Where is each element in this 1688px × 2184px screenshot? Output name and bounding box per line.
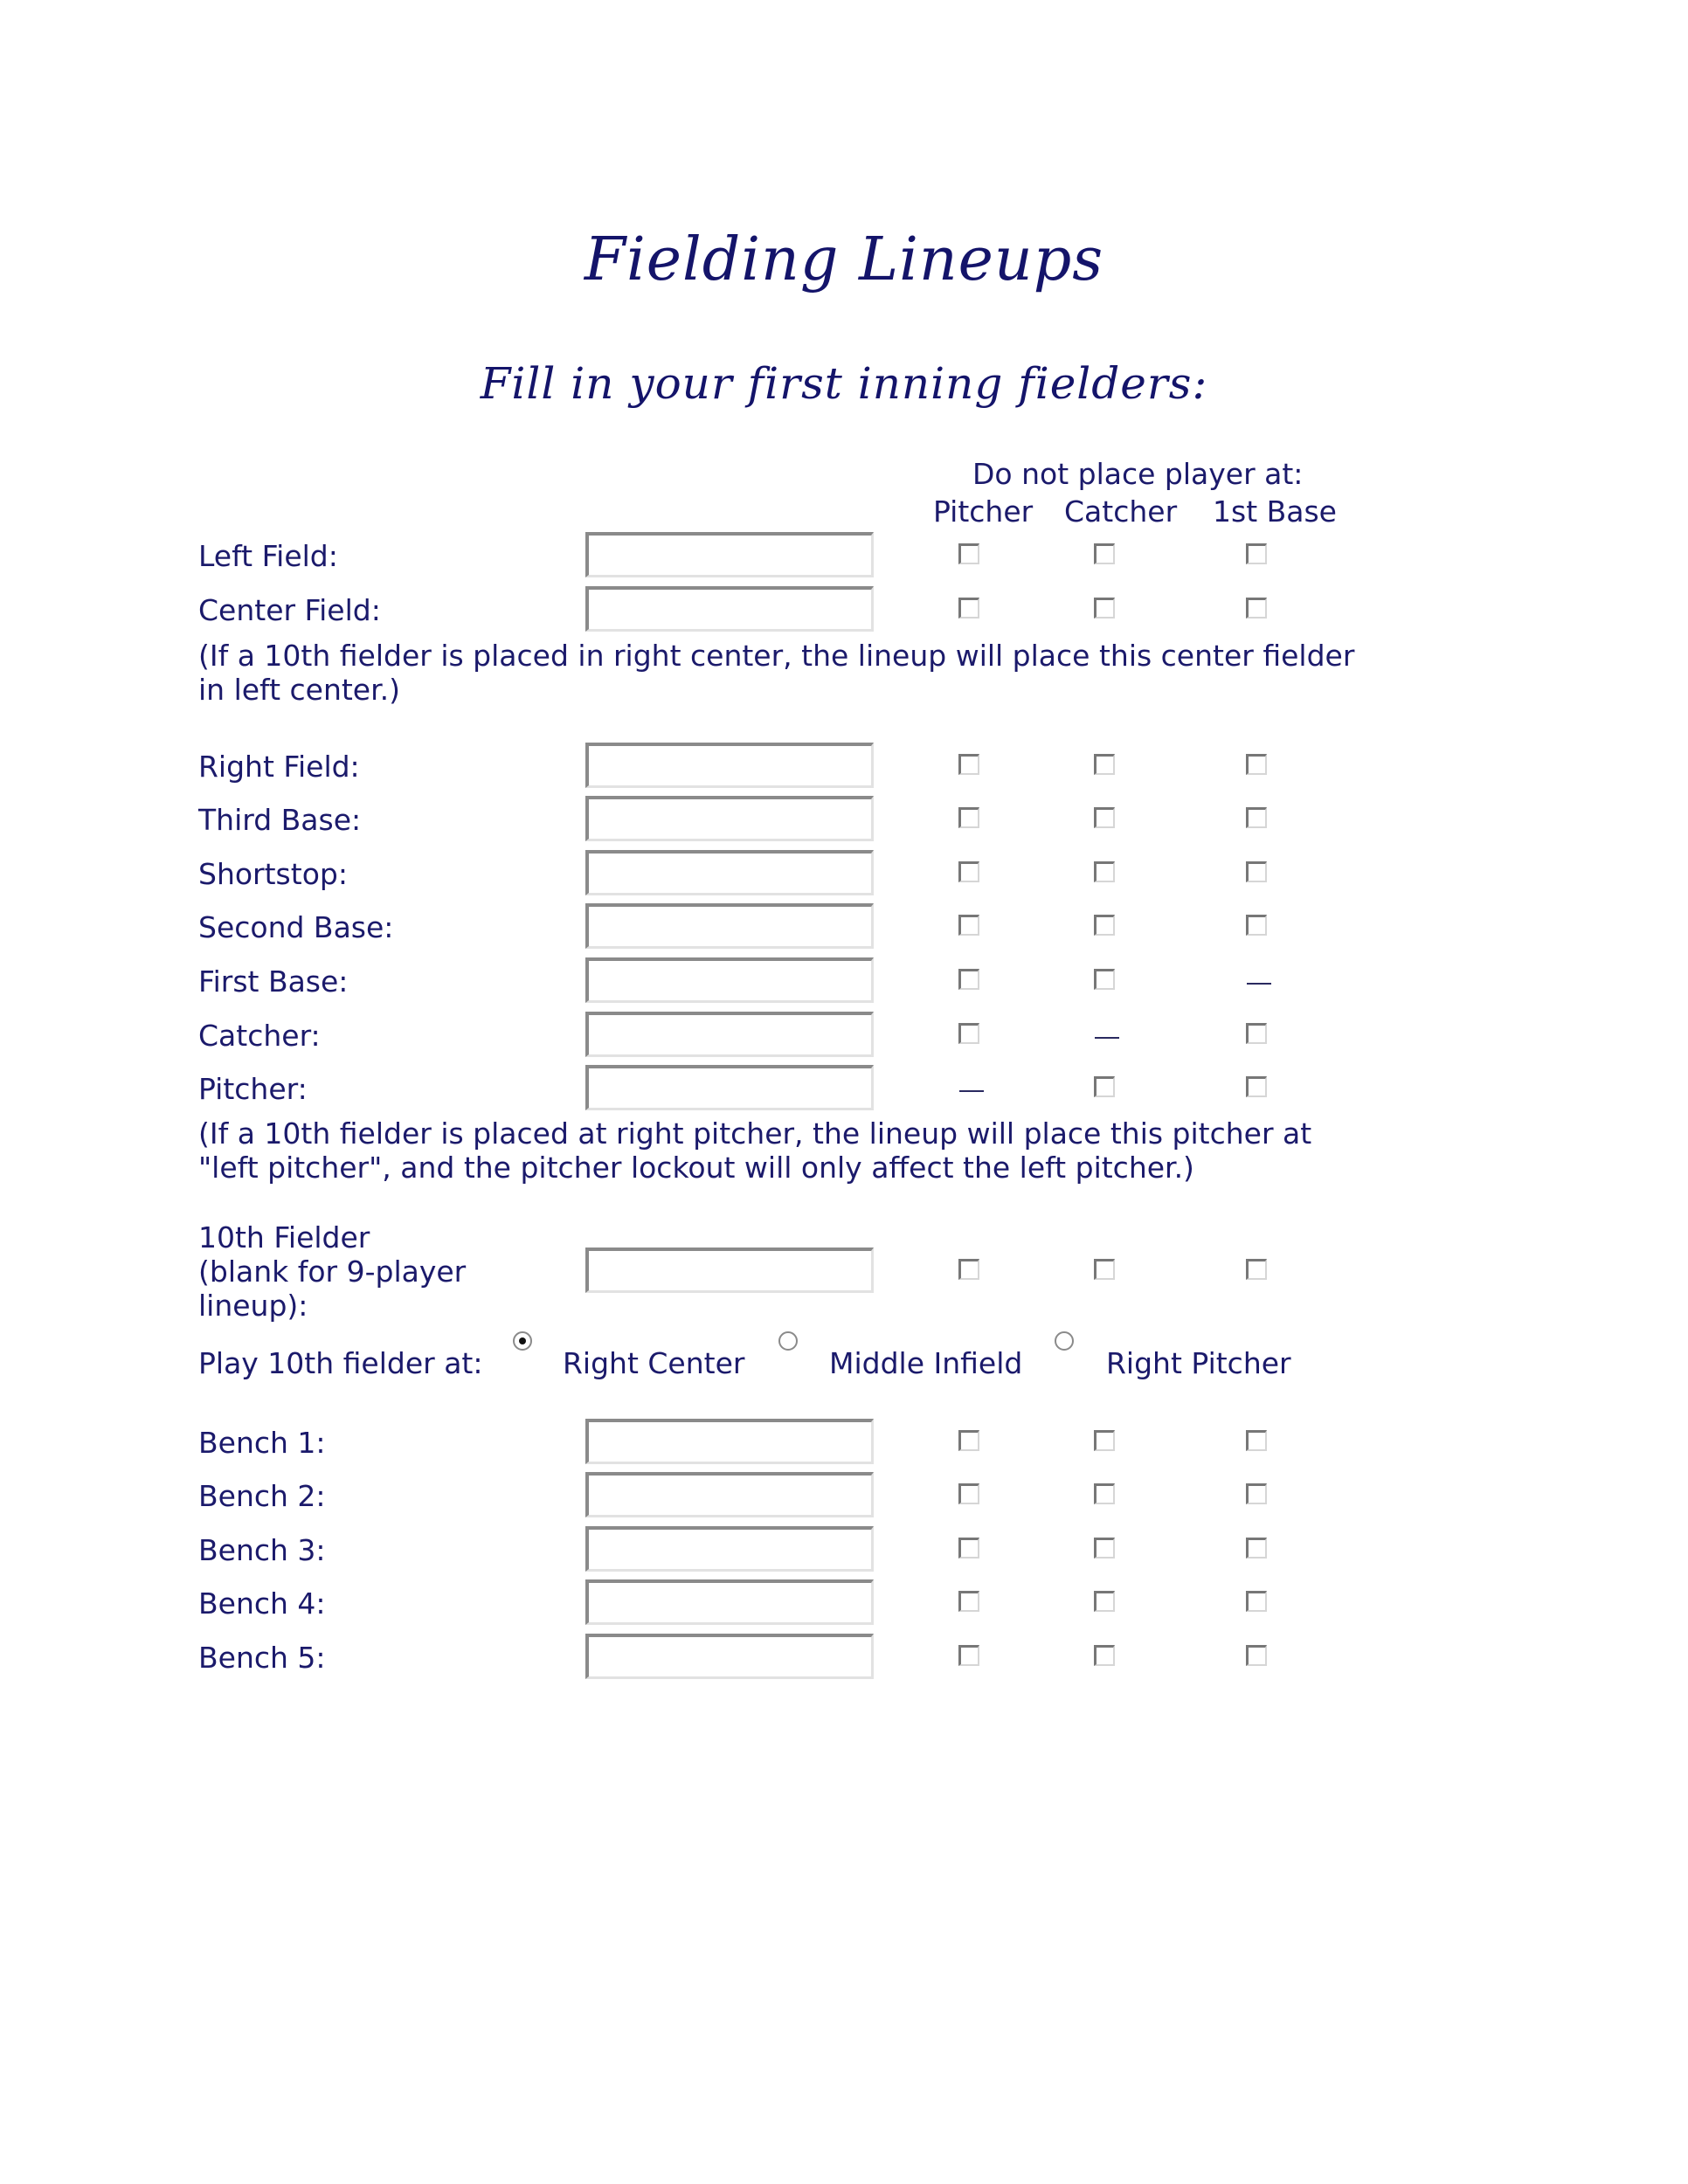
row-label-third-base: Third Base:	[198, 803, 362, 837]
not-applicable-dash-catcher	[1095, 1037, 1119, 1039]
exclude-first-base-checkbox-bench-1[interactable]	[1246, 1430, 1267, 1451]
exclude-pitcher-checkbox-center-field[interactable]	[958, 598, 979, 619]
column-header-catcher: Catcher	[1064, 494, 1178, 529]
center-field-note: (If a 10th fielder is placed in right center, the lineup will place this center fielder in left center.)	[198, 639, 1355, 707]
radio-right-center[interactable]	[513, 1331, 532, 1351]
exclude-pitcher-checkbox-10th-fielder[interactable]	[958, 1259, 979, 1280]
row-label-center-field: Center Field:	[198, 593, 381, 627]
tenth-position-label: Play 10th fielder at:	[198, 1346, 483, 1380]
player-input-pitcher[interactable]	[585, 1065, 874, 1110]
row-label-pitcher: Pitcher:	[198, 1072, 308, 1106]
pitcher-note: (If a 10th fielder is placed at right pitcher, the lineup will place this pitcher at "left pitcher", and the pitcher lockout will only affect the left pitcher.)	[198, 1116, 1312, 1185]
player-input-catcher[interactable]	[585, 1012, 874, 1057]
exclude-first-base-checkbox-third-base[interactable]	[1246, 807, 1267, 828]
player-input-second-base[interactable]	[585, 903, 874, 949]
player-input-10th-fielder[interactable]	[585, 1248, 874, 1293]
exclude-catcher-checkbox-bench-1[interactable]	[1094, 1430, 1115, 1451]
not-applicable-dash-pitcher	[959, 1090, 984, 1092]
exclusion-header: Do not place player at:	[972, 457, 1304, 491]
player-input-bench-3[interactable]	[585, 1526, 874, 1572]
exclude-catcher-checkbox-bench-2[interactable]	[1094, 1483, 1115, 1504]
exclude-first-base-checkbox-shortstop[interactable]	[1246, 861, 1267, 882]
exclude-first-base-checkbox-bench-3[interactable]	[1246, 1538, 1267, 1559]
exclude-pitcher-checkbox-second-base[interactable]	[958, 915, 979, 936]
player-input-third-base[interactable]	[585, 796, 874, 841]
exclude-pitcher-checkbox-bench-3[interactable]	[958, 1538, 979, 1559]
row-label-bench-5: Bench 5:	[198, 1641, 326, 1675]
player-input-first-base[interactable]	[585, 957, 874, 1003]
exclude-catcher-checkbox-first-base[interactable]	[1094, 969, 1115, 990]
exclude-pitcher-checkbox-bench-2[interactable]	[958, 1483, 979, 1504]
player-input-shortstop[interactable]	[585, 850, 874, 895]
row-label-bench-4: Bench 4:	[198, 1586, 326, 1621]
exclude-catcher-checkbox-bench-5[interactable]	[1094, 1645, 1115, 1666]
exclude-catcher-checkbox-second-base[interactable]	[1094, 915, 1115, 936]
player-input-bench-2[interactable]	[585, 1472, 874, 1517]
player-input-bench-4[interactable]	[585, 1579, 874, 1625]
exclude-first-base-checkbox-bench-5[interactable]	[1246, 1645, 1267, 1666]
radio-label-middle-infield: Middle Infield	[829, 1346, 1023, 1380]
radio-right-pitcher[interactable]	[1055, 1331, 1074, 1351]
exclude-first-base-checkbox-10th-fielder[interactable]	[1246, 1259, 1267, 1280]
exclude-first-base-checkbox-bench-2[interactable]	[1246, 1483, 1267, 1504]
row-label-catcher: Catcher:	[198, 1019, 321, 1053]
page-subtitle: Fill in your first inning fielders:	[480, 358, 1208, 409]
exclude-catcher-checkbox-center-field[interactable]	[1094, 598, 1115, 619]
exclude-pitcher-checkbox-right-field[interactable]	[958, 754, 979, 775]
column-header-pitcher: Pitcher	[933, 494, 1034, 529]
row-label-right-field: Right Field:	[198, 750, 360, 784]
exclude-first-base-checkbox-catcher[interactable]	[1246, 1023, 1267, 1044]
row-label-bench-1: Bench 1:	[198, 1426, 326, 1460]
exclude-pitcher-checkbox-first-base[interactable]	[958, 969, 979, 990]
row-label-10th-fielder: 10th Fielder (blank for 9-player lineup):	[198, 1220, 467, 1323]
exclude-catcher-checkbox-pitcher[interactable]	[1094, 1076, 1115, 1097]
exclude-pitcher-checkbox-bench-1[interactable]	[958, 1430, 979, 1451]
exclude-pitcher-checkbox-shortstop[interactable]	[958, 861, 979, 882]
exclude-catcher-checkbox-bench-4[interactable]	[1094, 1591, 1115, 1612]
exclude-first-base-checkbox-center-field[interactable]	[1246, 598, 1267, 619]
exclude-catcher-checkbox-shortstop[interactable]	[1094, 861, 1115, 882]
exclude-catcher-checkbox-right-field[interactable]	[1094, 754, 1115, 775]
player-input-bench-1[interactable]	[585, 1419, 874, 1464]
exclude-catcher-checkbox-left-field[interactable]	[1094, 543, 1115, 564]
exclude-first-base-checkbox-right-field[interactable]	[1246, 754, 1267, 775]
row-label-shortstop: Shortstop:	[198, 857, 348, 891]
exclude-pitcher-checkbox-catcher[interactable]	[958, 1023, 979, 1044]
exclude-first-base-checkbox-left-field[interactable]	[1246, 543, 1267, 564]
exclude-pitcher-checkbox-left-field[interactable]	[958, 543, 979, 564]
exclude-first-base-checkbox-second-base[interactable]	[1246, 915, 1267, 936]
row-label-bench-3: Bench 3:	[198, 1533, 326, 1567]
not-applicable-dash-first-base	[1247, 983, 1271, 985]
exclude-pitcher-checkbox-bench-4[interactable]	[958, 1591, 979, 1612]
player-input-bench-5[interactable]	[585, 1634, 874, 1679]
row-label-first-base: First Base:	[198, 964, 349, 999]
exclude-first-base-checkbox-bench-4[interactable]	[1246, 1591, 1267, 1612]
exclude-pitcher-checkbox-bench-5[interactable]	[958, 1645, 979, 1666]
player-input-left-field[interactable]	[585, 532, 874, 577]
page-title: Fielding Lineups	[584, 225, 1104, 294]
column-header-first-base: 1st Base	[1213, 494, 1337, 529]
row-label-bench-2: Bench 2:	[198, 1479, 326, 1513]
player-input-right-field[interactable]	[585, 743, 874, 788]
exclude-pitcher-checkbox-third-base[interactable]	[958, 807, 979, 828]
exclude-catcher-checkbox-bench-3[interactable]	[1094, 1538, 1115, 1559]
exclude-catcher-checkbox-third-base[interactable]	[1094, 807, 1115, 828]
exclude-first-base-checkbox-pitcher[interactable]	[1246, 1076, 1267, 1097]
exclude-catcher-checkbox-10th-fielder[interactable]	[1094, 1259, 1115, 1280]
row-label-second-base: Second Base:	[198, 910, 394, 944]
row-label-left-field: Left Field:	[198, 539, 338, 573]
radio-label-right-pitcher: Right Pitcher	[1106, 1346, 1291, 1380]
radio-middle-infield[interactable]	[778, 1331, 798, 1351]
radio-label-right-center: Right Center	[563, 1346, 745, 1380]
player-input-center-field[interactable]	[585, 586, 874, 632]
